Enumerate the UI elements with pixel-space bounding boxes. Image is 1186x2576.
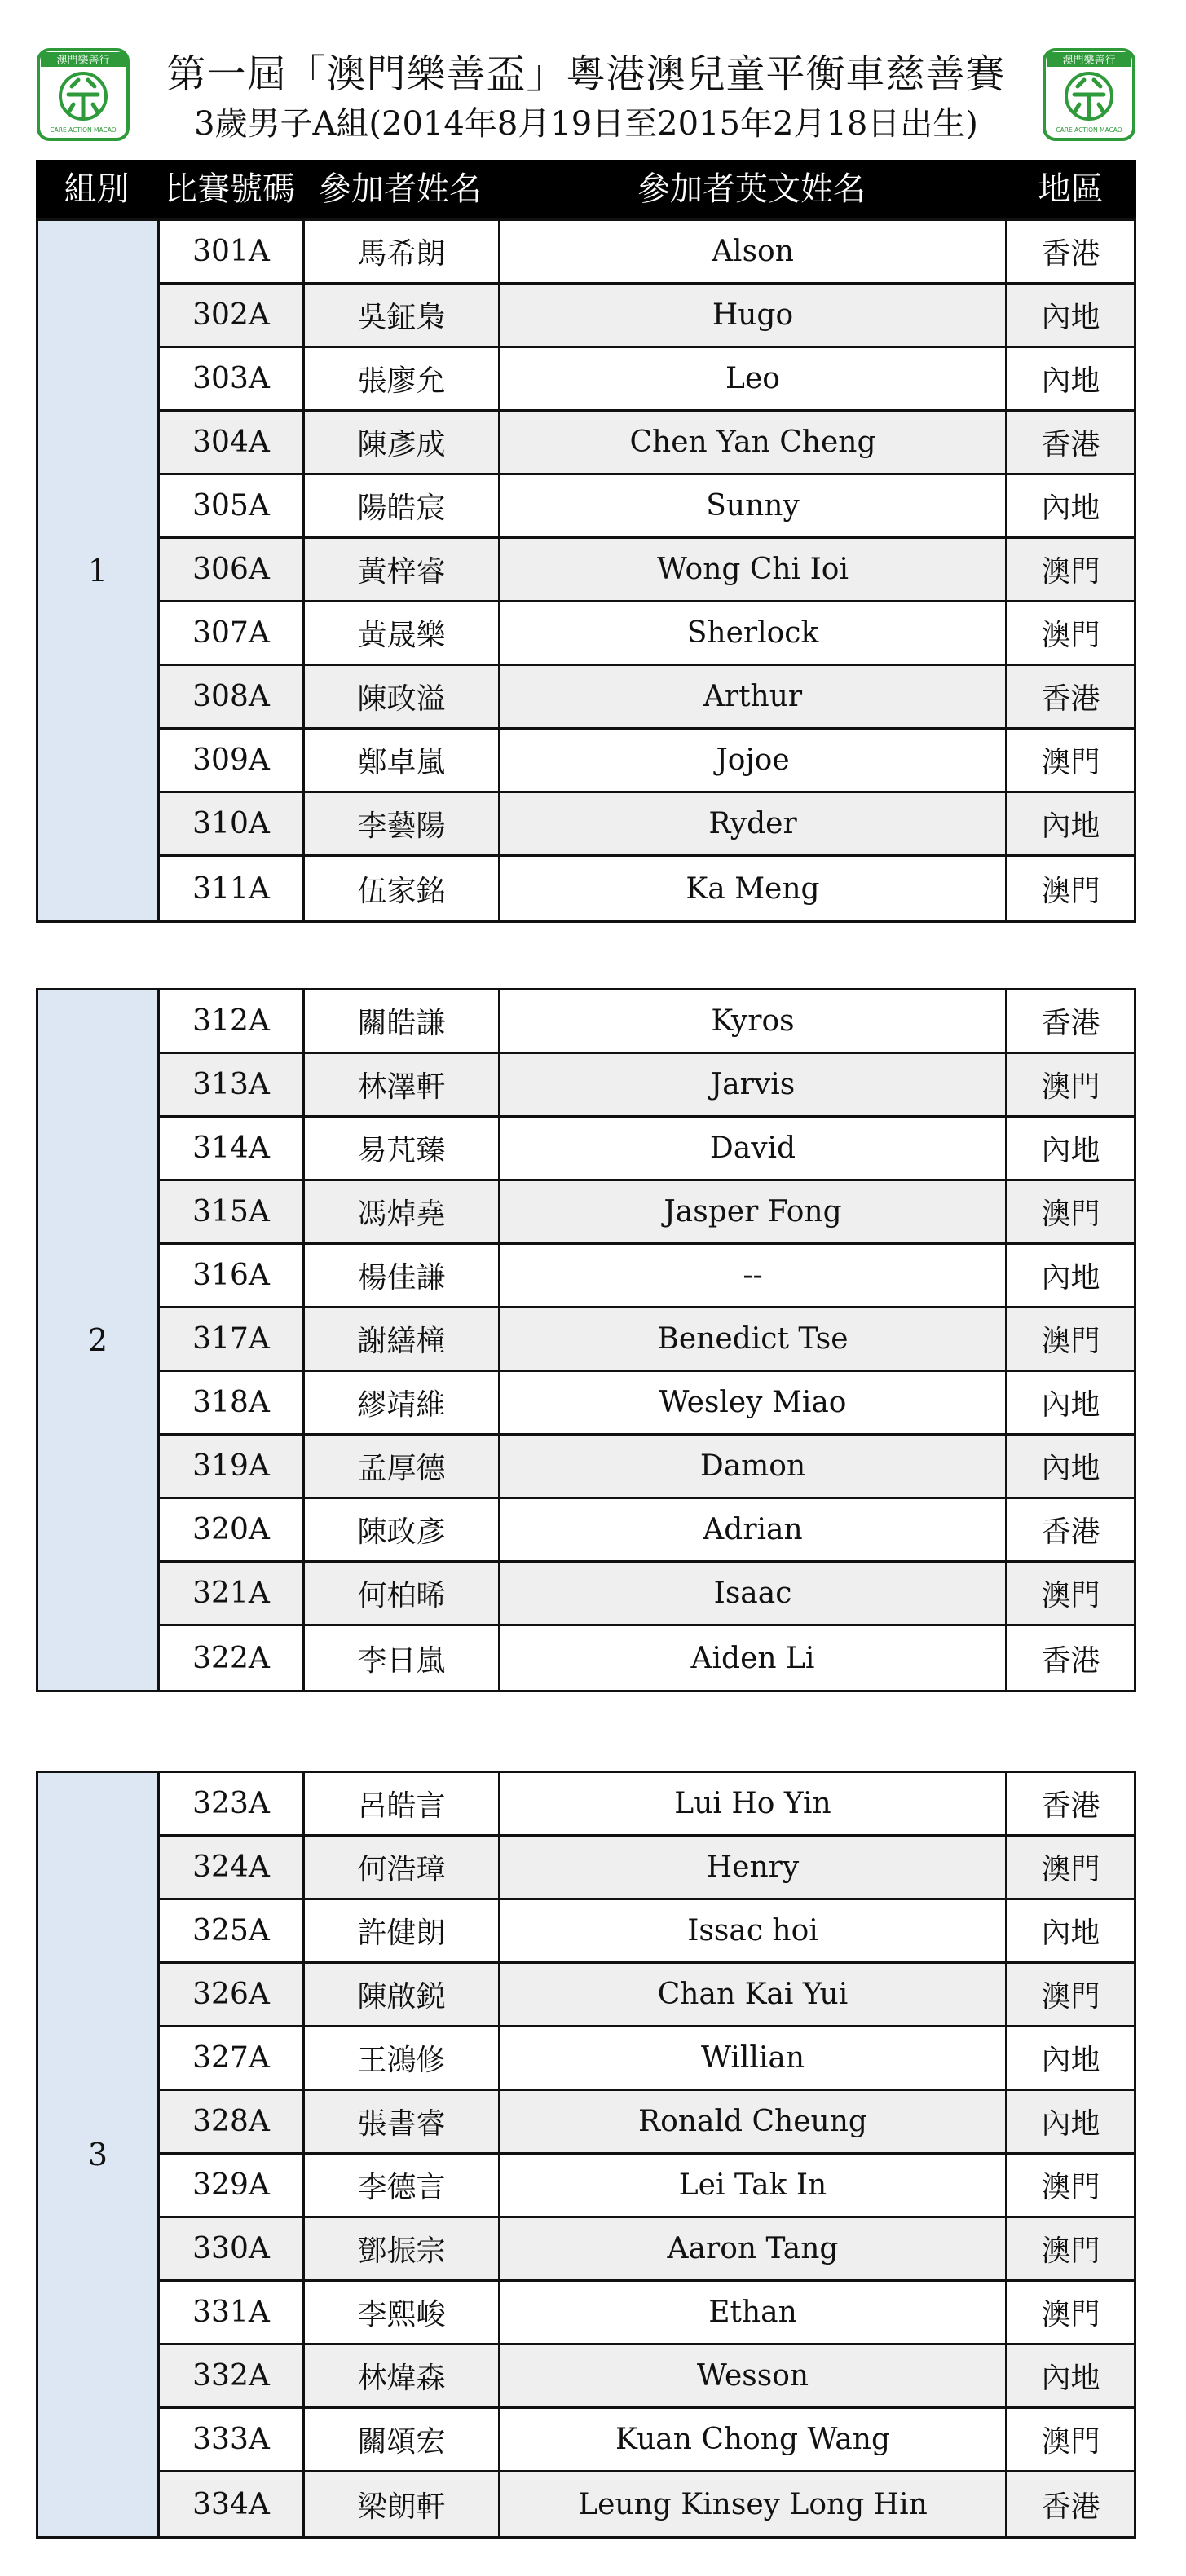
race-number: 330A	[160, 2218, 305, 2279]
table-row	[160, 1499, 1134, 1563]
participant-name-en: Aiden Li	[500, 1626, 1007, 1690]
logo-text-bottom: CARE ACTION MACAO	[50, 126, 117, 134]
participant-region: 內地	[1041, 1261, 1100, 1295]
table-row	[160, 990, 1134, 1054]
page-header	[36, 42, 1136, 157]
table-row	[160, 602, 1134, 666]
participant-region: 澳門	[1041, 2425, 1100, 2459]
participant-name-en: Kyros	[500, 990, 1007, 1052]
participant-region: 澳門	[1041, 1198, 1100, 1231]
participant-region: 香港	[1041, 428, 1100, 461]
participant-name-en: Chan Kai Yui	[500, 1964, 1007, 2025]
participant-region: 澳門	[1041, 619, 1100, 652]
logo-text-top: 澳門樂善行	[56, 55, 110, 67]
participant-name-en: David	[500, 1118, 1007, 1179]
page-subtitle: 3歲男子A組(2014年8月19日至2015年2月18日出生)	[194, 105, 978, 143]
participant-name-en: Henry	[500, 1837, 1007, 1898]
participant-region: 澳門	[1041, 2171, 1100, 2204]
group-table	[36, 218, 1136, 923]
table-row	[160, 1964, 1134, 2027]
table-row	[160, 285, 1134, 348]
race-number: 305A	[160, 475, 305, 536]
group-label: 2	[38, 990, 160, 1690]
table-row	[160, 2091, 1134, 2155]
participant-name-en: Wesley Miao	[500, 1372, 1007, 1433]
race-number: 324A	[160, 1837, 305, 1898]
table-row	[160, 1118, 1134, 1181]
participant-name-en: Adrian	[500, 1499, 1007, 1560]
participant-name-cn: 馮焯堯	[305, 1181, 500, 1242]
race-number: 302A	[160, 285, 305, 346]
participant-region: 澳門	[1041, 874, 1100, 908]
race-number: 304A	[160, 412, 305, 473]
participant-region: 澳門	[1041, 1325, 1100, 1358]
participant-name-en: Sherlock	[500, 602, 1007, 664]
participant-name-cn: 陽皓宸	[305, 475, 500, 536]
participant-name-cn: 繆靖維	[305, 1372, 500, 1433]
participant-region: 澳門	[1041, 2234, 1100, 2268]
table-row	[160, 730, 1134, 793]
race-number: 333A	[160, 2409, 305, 2470]
race-number: 317A	[160, 1308, 305, 1370]
table-row	[160, 1181, 1134, 1245]
participant-region: 內地	[1041, 492, 1100, 525]
participant-name-cn: 何柏晞	[305, 1563, 500, 1624]
participant-name-cn: 黃梓睿	[305, 539, 500, 600]
logo-text-bottom: CARE ACTION MACAO	[1056, 126, 1122, 134]
participant-name-en: Benedict Tse	[500, 1308, 1007, 1370]
participant-name-en: Jarvis	[500, 1054, 1007, 1115]
participant-name-en: Willian	[500, 2027, 1007, 2089]
table-row	[160, 2155, 1134, 2218]
participant-region: 內地	[1041, 809, 1100, 843]
care-action-macao-logo	[36, 47, 130, 142]
logo-text-top: 澳門樂善行	[1062, 55, 1116, 67]
participant-name-cn: 林煒森	[305, 2345, 500, 2406]
participant-name-cn: 梁朗軒	[305, 2472, 500, 2536]
participant-name-cn: 張書睿	[305, 2091, 500, 2152]
participant-name-cn: 何浩璋	[305, 1837, 500, 1898]
participant-name-cn: 孟厚德	[305, 1436, 500, 1497]
race-number: 325A	[160, 1900, 305, 1961]
table-row	[160, 1837, 1134, 1900]
participant-name-en: Arthur	[500, 666, 1007, 727]
group-table	[36, 988, 1136, 1692]
participant-region: 香港	[1041, 237, 1100, 271]
participant-name-en: Jasper Fong	[500, 1181, 1007, 1242]
participant-region: 澳門	[1041, 1070, 1100, 1104]
race-number: 316A	[160, 1245, 305, 1306]
participant-name-cn: 鄭卓嵐	[305, 730, 500, 791]
race-number: 319A	[160, 1436, 305, 1497]
participant-region: 澳門	[1041, 1980, 1100, 2014]
table-row	[160, 666, 1134, 730]
column-header-region: 地區	[1038, 170, 1104, 208]
race-number: 331A	[160, 2282, 305, 2343]
participant-name-en: Damon	[500, 1436, 1007, 1497]
participant-name-cn: 林澤軒	[305, 1054, 500, 1115]
participant-name-cn: 楊佳謙	[305, 1245, 500, 1306]
participant-name-cn: 陳政溢	[305, 666, 500, 727]
participant-name-en: Chen Yan Cheng	[500, 412, 1007, 473]
participant-region: 內地	[1041, 1917, 1100, 1950]
participant-name-cn: 李藝陽	[305, 793, 500, 854]
group-table	[36, 1771, 1136, 2539]
table-row	[160, 1308, 1134, 1372]
participant-name-cn: 王鴻修	[305, 2027, 500, 2089]
participant-region: 香港	[1041, 1789, 1100, 1823]
participant-name-en: Isaac	[500, 1563, 1007, 1624]
participant-name-cn: 李日嵐	[305, 1626, 500, 1690]
participant-name-cn: 李熙峻	[305, 2282, 500, 2343]
race-number: 332A	[160, 2345, 305, 2406]
participant-region: 內地	[1041, 2362, 1100, 2395]
participant-name-en: Wong Chi Ioi	[500, 539, 1007, 600]
table-row	[160, 793, 1134, 857]
participant-region: 香港	[1041, 1007, 1100, 1040]
race-number: 328A	[160, 2091, 305, 2152]
participant-region: 澳門	[1041, 2298, 1100, 2331]
participant-name-cn: 黃晟樂	[305, 602, 500, 664]
participant-name-cn: 易芃臻	[305, 1118, 500, 1179]
participant-region: 澳門	[1041, 1579, 1100, 1612]
participant-region: 內地	[1041, 364, 1100, 398]
race-number: 318A	[160, 1372, 305, 1433]
race-number: 307A	[160, 602, 305, 664]
table-row	[160, 1900, 1134, 1964]
race-number: 306A	[160, 539, 305, 600]
race-number: 301A	[160, 221, 305, 282]
table-row	[160, 2218, 1134, 2282]
participant-name-cn: 陳啟鋭	[305, 1964, 500, 2025]
race-number: 308A	[160, 666, 305, 727]
participant-name-en: Jojoe	[500, 730, 1007, 791]
participant-name-en: Hugo	[500, 285, 1007, 346]
race-number: 327A	[160, 2027, 305, 2089]
participant-name-en: Leo	[500, 348, 1007, 409]
participant-name-cn: 陳彥成	[305, 412, 500, 473]
participant-name-cn: 謝繕橦	[305, 1308, 500, 1370]
participant-region: 香港	[1041, 1643, 1100, 1678]
race-number: 323A	[160, 1773, 305, 1834]
race-number: 334A	[160, 2472, 305, 2536]
race-number: 320A	[160, 1499, 305, 1560]
participant-region: 香港	[1041, 2490, 1100, 2524]
care-action-macao-logo	[1042, 47, 1136, 142]
column-header-group: 組別	[64, 170, 130, 208]
participant-region: 澳門	[1041, 1853, 1100, 1886]
table-row	[160, 2409, 1134, 2472]
race-number: 313A	[160, 1054, 305, 1115]
participant-region: 內地	[1041, 301, 1100, 334]
participant-name-cn: 馬希朗	[305, 221, 500, 282]
table-row	[160, 1245, 1134, 1308]
participant-name-en: Ethan	[500, 2282, 1007, 2343]
participant-region: 澳門	[1041, 746, 1100, 779]
participant-name-en: Leung Kinsey Long Hin	[500, 2472, 1007, 2536]
column-header-name-cn: 參加者姓名	[319, 170, 482, 208]
participant-name-cn: 許健朗	[305, 1900, 500, 1961]
table-row	[160, 1054, 1134, 1118]
participant-name-en: Wesson	[500, 2345, 1007, 2406]
race-number: 326A	[160, 1964, 305, 2025]
group-label: 1	[38, 221, 160, 920]
participant-region: 內地	[1041, 1388, 1100, 1422]
participant-name-cn: 張廖允	[305, 348, 500, 409]
table-row	[160, 2027, 1134, 2091]
table-row	[160, 1372, 1134, 1436]
participant-name-en: Lui Ho Yin	[500, 1773, 1007, 1834]
participant-name-en: Sunny	[500, 475, 1007, 536]
race-number: 329A	[160, 2155, 305, 2216]
table-row	[160, 2345, 1134, 2409]
race-number: 314A	[160, 1118, 305, 1179]
table-row	[160, 348, 1134, 412]
race-number: 311A	[160, 857, 305, 920]
participant-region: 澳門	[1041, 555, 1100, 589]
race-number: 321A	[160, 1563, 305, 1624]
table-row	[160, 1436, 1134, 1499]
race-number: 315A	[160, 1181, 305, 1242]
table-row	[160, 2282, 1134, 2345]
race-number: 303A	[160, 348, 305, 409]
column-header-number: 比賽號碼	[165, 170, 295, 208]
participant-name-cn: 關頌宏	[305, 2409, 500, 2470]
participant-region: 內地	[1041, 2044, 1100, 2077]
table-row	[160, 475, 1134, 539]
participant-name-cn: 伍家銘	[305, 857, 500, 920]
participant-name-en: Ronald Cheung	[500, 2091, 1007, 2152]
participant-name-en: Kuan Chong Wang	[500, 2409, 1007, 2470]
participant-region: 內地	[1041, 1452, 1100, 1485]
race-number: 309A	[160, 730, 305, 791]
participant-name-en: Aaron Tang	[500, 2218, 1007, 2279]
participant-name-en: Ryder	[500, 793, 1007, 854]
table-row	[160, 2472, 1134, 2536]
participant-name-cn: 鄧振宗	[305, 2218, 500, 2279]
column-header-bar	[36, 160, 1136, 218]
participant-name-en: --	[500, 1245, 1007, 1306]
column-header-name-en: 參加者英文姓名	[637, 170, 866, 208]
participant-name-en: Issac hoi	[500, 1900, 1007, 1961]
group-label: 3	[38, 1773, 160, 2536]
table-row	[160, 1563, 1134, 1626]
participant-name-en: Lei Tak In	[500, 2155, 1007, 2216]
table-row	[160, 221, 1134, 285]
participant-name-cn: 關皓謙	[305, 990, 500, 1052]
participant-region: 內地	[1041, 2107, 1100, 2141]
table-row	[160, 1626, 1134, 1690]
table-row	[160, 539, 1134, 602]
page-title: 第一屆「澳門樂善盃」粵港澳兒童平衡車慈善賽	[166, 51, 1006, 97]
race-number: 312A	[160, 990, 305, 1052]
table-row	[160, 412, 1134, 475]
participant-region: 香港	[1041, 682, 1100, 716]
table-row	[160, 1773, 1134, 1837]
participant-name-cn: 呂皓言	[305, 1773, 500, 1834]
participant-name-cn: 陳政彥	[305, 1499, 500, 1560]
participant-name-cn: 吳鉦梟	[305, 285, 500, 346]
race-number: 310A	[160, 793, 305, 854]
participant-region: 香港	[1041, 1515, 1100, 1549]
participant-name-en: Alson	[500, 221, 1007, 282]
participant-name-cn: 李德言	[305, 2155, 500, 2216]
race-number: 322A	[160, 1626, 305, 1690]
table-row	[160, 857, 1134, 920]
participant-name-en: Ka Meng	[500, 857, 1007, 920]
participant-region: 內地	[1041, 1134, 1100, 1167]
